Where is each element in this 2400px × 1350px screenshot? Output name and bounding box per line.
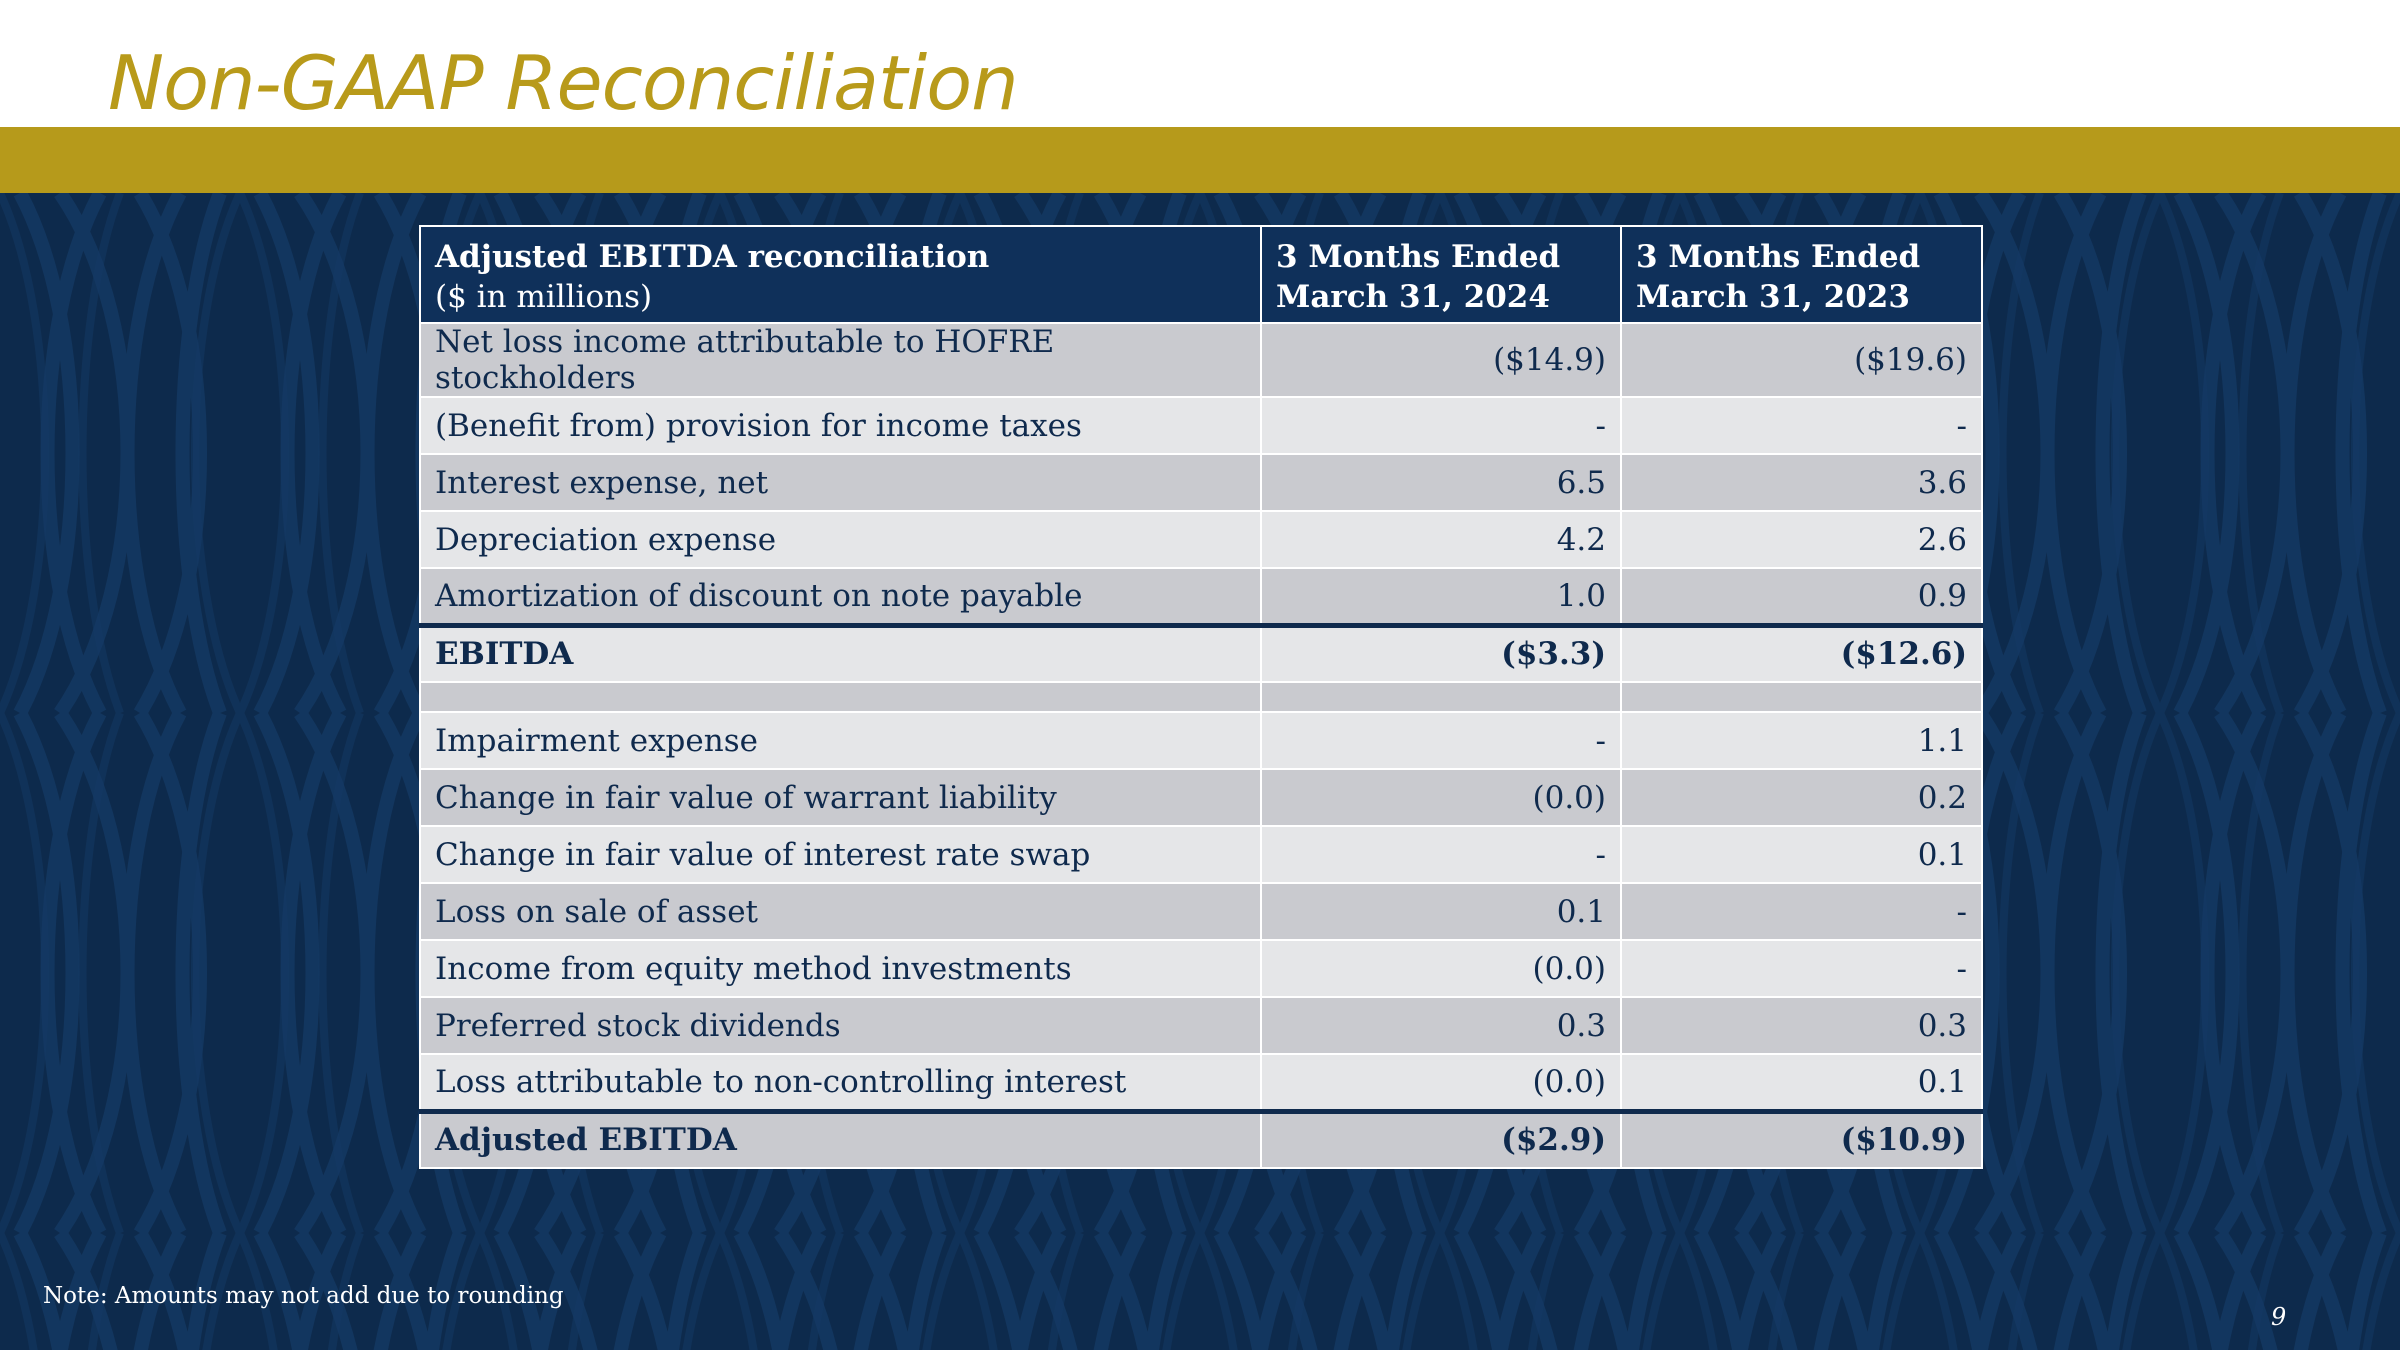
row-value-2023: 0.3 [1621, 997, 1982, 1054]
row-label: (Benefit from) provision for income taxes [420, 397, 1261, 454]
row-value-2023: - [1621, 883, 1982, 940]
table-row [420, 323, 1982, 397]
row-label: Change in fair value of warrant liability [420, 769, 1261, 826]
table-row [420, 997, 1982, 1054]
row-value-2024: 0.3 [1261, 997, 1621, 1054]
table-row [420, 1054, 1982, 1111]
rounding-footnote: Note: Amounts may not add due to rounding [43, 1283, 564, 1309]
row-label: Preferred stock dividends [420, 997, 1261, 1054]
table-row [420, 712, 1982, 769]
row-value-2024 [1261, 682, 1621, 712]
row-value-2023: 0.2 [1621, 769, 1982, 826]
table-row [420, 826, 1982, 883]
table-row [420, 769, 1982, 826]
row-label: Depreciation expense [420, 511, 1261, 568]
row-value-2023: 1.1 [1621, 712, 1982, 769]
spacer-row [420, 682, 1982, 712]
row-value-2024: (0.0) [1261, 1054, 1621, 1111]
row-value-2023: 3.6 [1621, 454, 1982, 511]
table-row [420, 940, 1982, 997]
header-label-cell [420, 226, 1261, 323]
row-value-2024: 1.0 [1261, 568, 1621, 625]
row-value-2024: (0.0) [1261, 940, 1621, 997]
row-value-2024: - [1261, 826, 1621, 883]
row-value-2024: ($2.9) [1261, 1111, 1621, 1168]
header-col-2023-line1: 3 Months Ended [1636, 238, 1921, 275]
row-value-2023: ($12.6) [1621, 625, 1982, 682]
row-value-2024: (0.0) [1261, 769, 1621, 826]
row-value-2024: ($3.3) [1261, 625, 1621, 682]
row-label: Loss on sale of asset [420, 883, 1261, 940]
table-row [420, 568, 1982, 625]
row-label: EBITDA [420, 625, 1261, 682]
row-label: Adjusted EBITDA [420, 1111, 1261, 1168]
row-label: Change in fair value of interest rate swap [420, 826, 1261, 883]
row-label: Loss attributable to non-controlling interest [420, 1054, 1261, 1111]
table-row [420, 454, 1982, 511]
row-label: Income from equity method investments [420, 940, 1261, 997]
adjusted-ebitda-total-row [420, 1111, 1982, 1168]
row-value-2023: ($19.6) [1621, 323, 1982, 397]
table-row [420, 397, 1982, 454]
row-label: Net loss income attributable to HOFRE stockholders [420, 323, 1261, 397]
row-value-2023: 2.6 [1621, 511, 1982, 568]
row-label: Interest expense, net [420, 454, 1261, 511]
header-col-2024-line1: 3 Months Ended [1276, 238, 1561, 275]
row-value-2024: 0.1 [1261, 883, 1621, 940]
table-header-row [420, 226, 1982, 323]
table-row [420, 511, 1982, 568]
row-value-2023: 0.1 [1621, 1054, 1982, 1111]
adjusted-ebitda-reconciliation-table [419, 225, 1983, 1169]
row-label: Impairment expense [420, 712, 1261, 769]
row-value-2024: - [1261, 397, 1621, 454]
table-row [420, 883, 1982, 940]
row-value-2024: 4.2 [1261, 511, 1621, 568]
row-value-2023: ($10.9) [1621, 1111, 1982, 1168]
slide-title: Non-GAAP Reconciliation [108, 39, 1018, 127]
page-number: 9 [2271, 1303, 2287, 1331]
header-label-title: Adjusted EBITDA reconciliation [435, 238, 990, 275]
row-label: Amortization of discount on note payable [420, 568, 1261, 625]
row-value-2024: 6.5 [1261, 454, 1621, 511]
row-value-2023 [1621, 682, 1982, 712]
header-col-2023-line2: March 31, 2023 [1636, 278, 1910, 315]
ebitda-subtotal-row [420, 625, 1982, 682]
header-col-2023 [1621, 226, 1982, 323]
row-value-2024: ($14.9) [1261, 323, 1621, 397]
row-value-2023: 0.9 [1621, 568, 1982, 625]
row-value-2024: - [1261, 712, 1621, 769]
row-value-2023: 0.1 [1621, 826, 1982, 883]
header-col-2024-line2: March 31, 2024 [1276, 278, 1550, 315]
row-value-2023: - [1621, 940, 1982, 997]
header-col-2024 [1261, 226, 1621, 323]
gold-header-band [0, 127, 2400, 193]
row-label [420, 682, 1261, 712]
header-label-units: ($ in millions) [435, 278, 653, 315]
row-value-2023: - [1621, 397, 1982, 454]
